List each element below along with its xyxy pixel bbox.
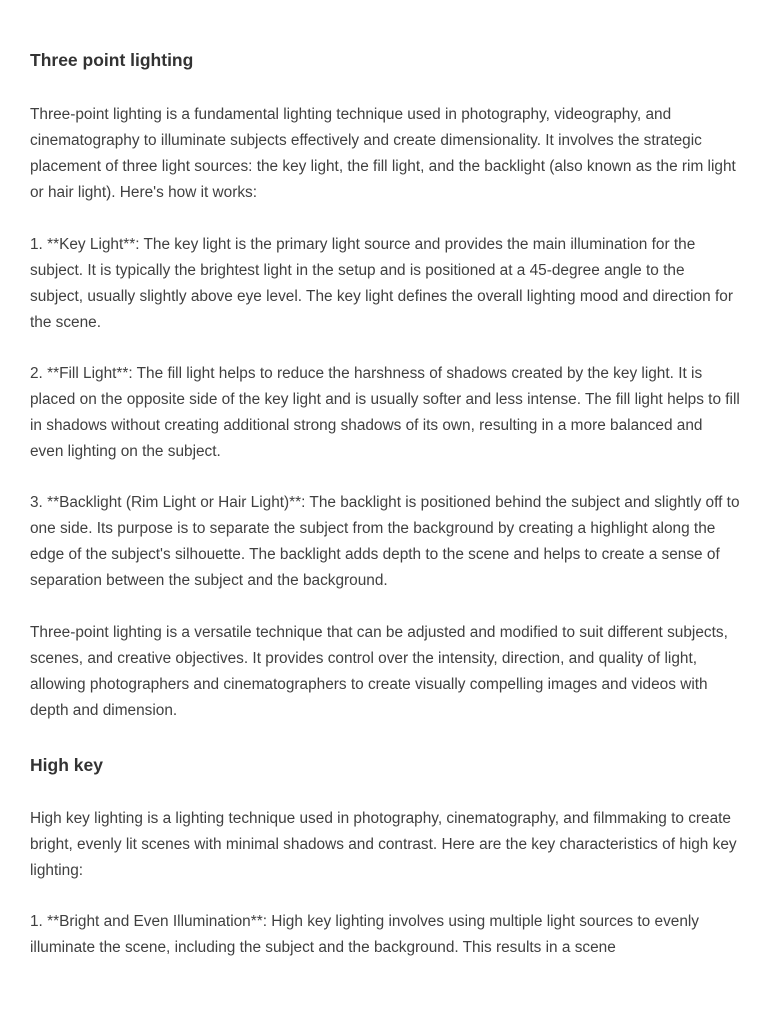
paragraph-key-light: 1. **Key Light**: The key light is the primary light source and provides the main illumination for the subject. It is typically the brightest light in the setup and is positioned at a 45-degree angle to the subject, usually slightly above eye level. The key light defines the overall lighting mood and direction for the scene. (30, 236, 733, 331)
paragraph-bright-even-illumination: 1. **Bright and Even Illumination**: High key lighting involves using multiple light sources to evenly illuminate the scene, including the subject and the background. This results in a scene (30, 913, 699, 956)
section-title-three-point-lighting: Three point lighting (30, 50, 194, 70)
paragraph-high-key-intro: High key lighting is a lighting technique used in photography, cinematography, and filmmaking to create bright, evenly lit scenes with minimal shadows and contrast. Here are the key characteristics of high key lighting: (30, 810, 737, 879)
paragraph-backlight: 3. **Backlight (Rim Light or Hair Light)**: The backlight is positioned behind the subject and slightly off to one side. Its purpose is to separate the subject from the background by creating a highlight along the edge of the subject's silhouette. The backlight adds depth to the scene and helps to create a sense of separation between the subject and the background. (30, 494, 740, 589)
paragraph-three-point-intro: Three-point lighting is a fundamental lighting technique used in photography, videography, and cinematography to illuminate subjects effectively and create dimensionality. It involves the strategic placement of three light sources: the key light, the fill light, and the backlight (also known as the rim light or hair light). Here's how it works: (30, 106, 736, 201)
section-title-high-key: High key (30, 755, 103, 775)
paragraph-three-point-summary: Three-point lighting is a versatile technique that can be adjusted and modified to suit different subjects, scenes, and creative objectives. It provides control over the intensity, direction, and quality of light, allowing photographers and cinematographers to create visually compelling images and videos with depth and dimension. (30, 624, 728, 719)
paragraph-fill-light: 2. **Fill Light**: The fill light helps to reduce the harshness of shadows created by the key light. It is placed on the opposite side of the key light and is usually softer and less intense. The fill light helps to fill in shadows without creating additional strong shadows of its own, resulting in a more balanced and even lighting on the subject. (30, 365, 740, 460)
